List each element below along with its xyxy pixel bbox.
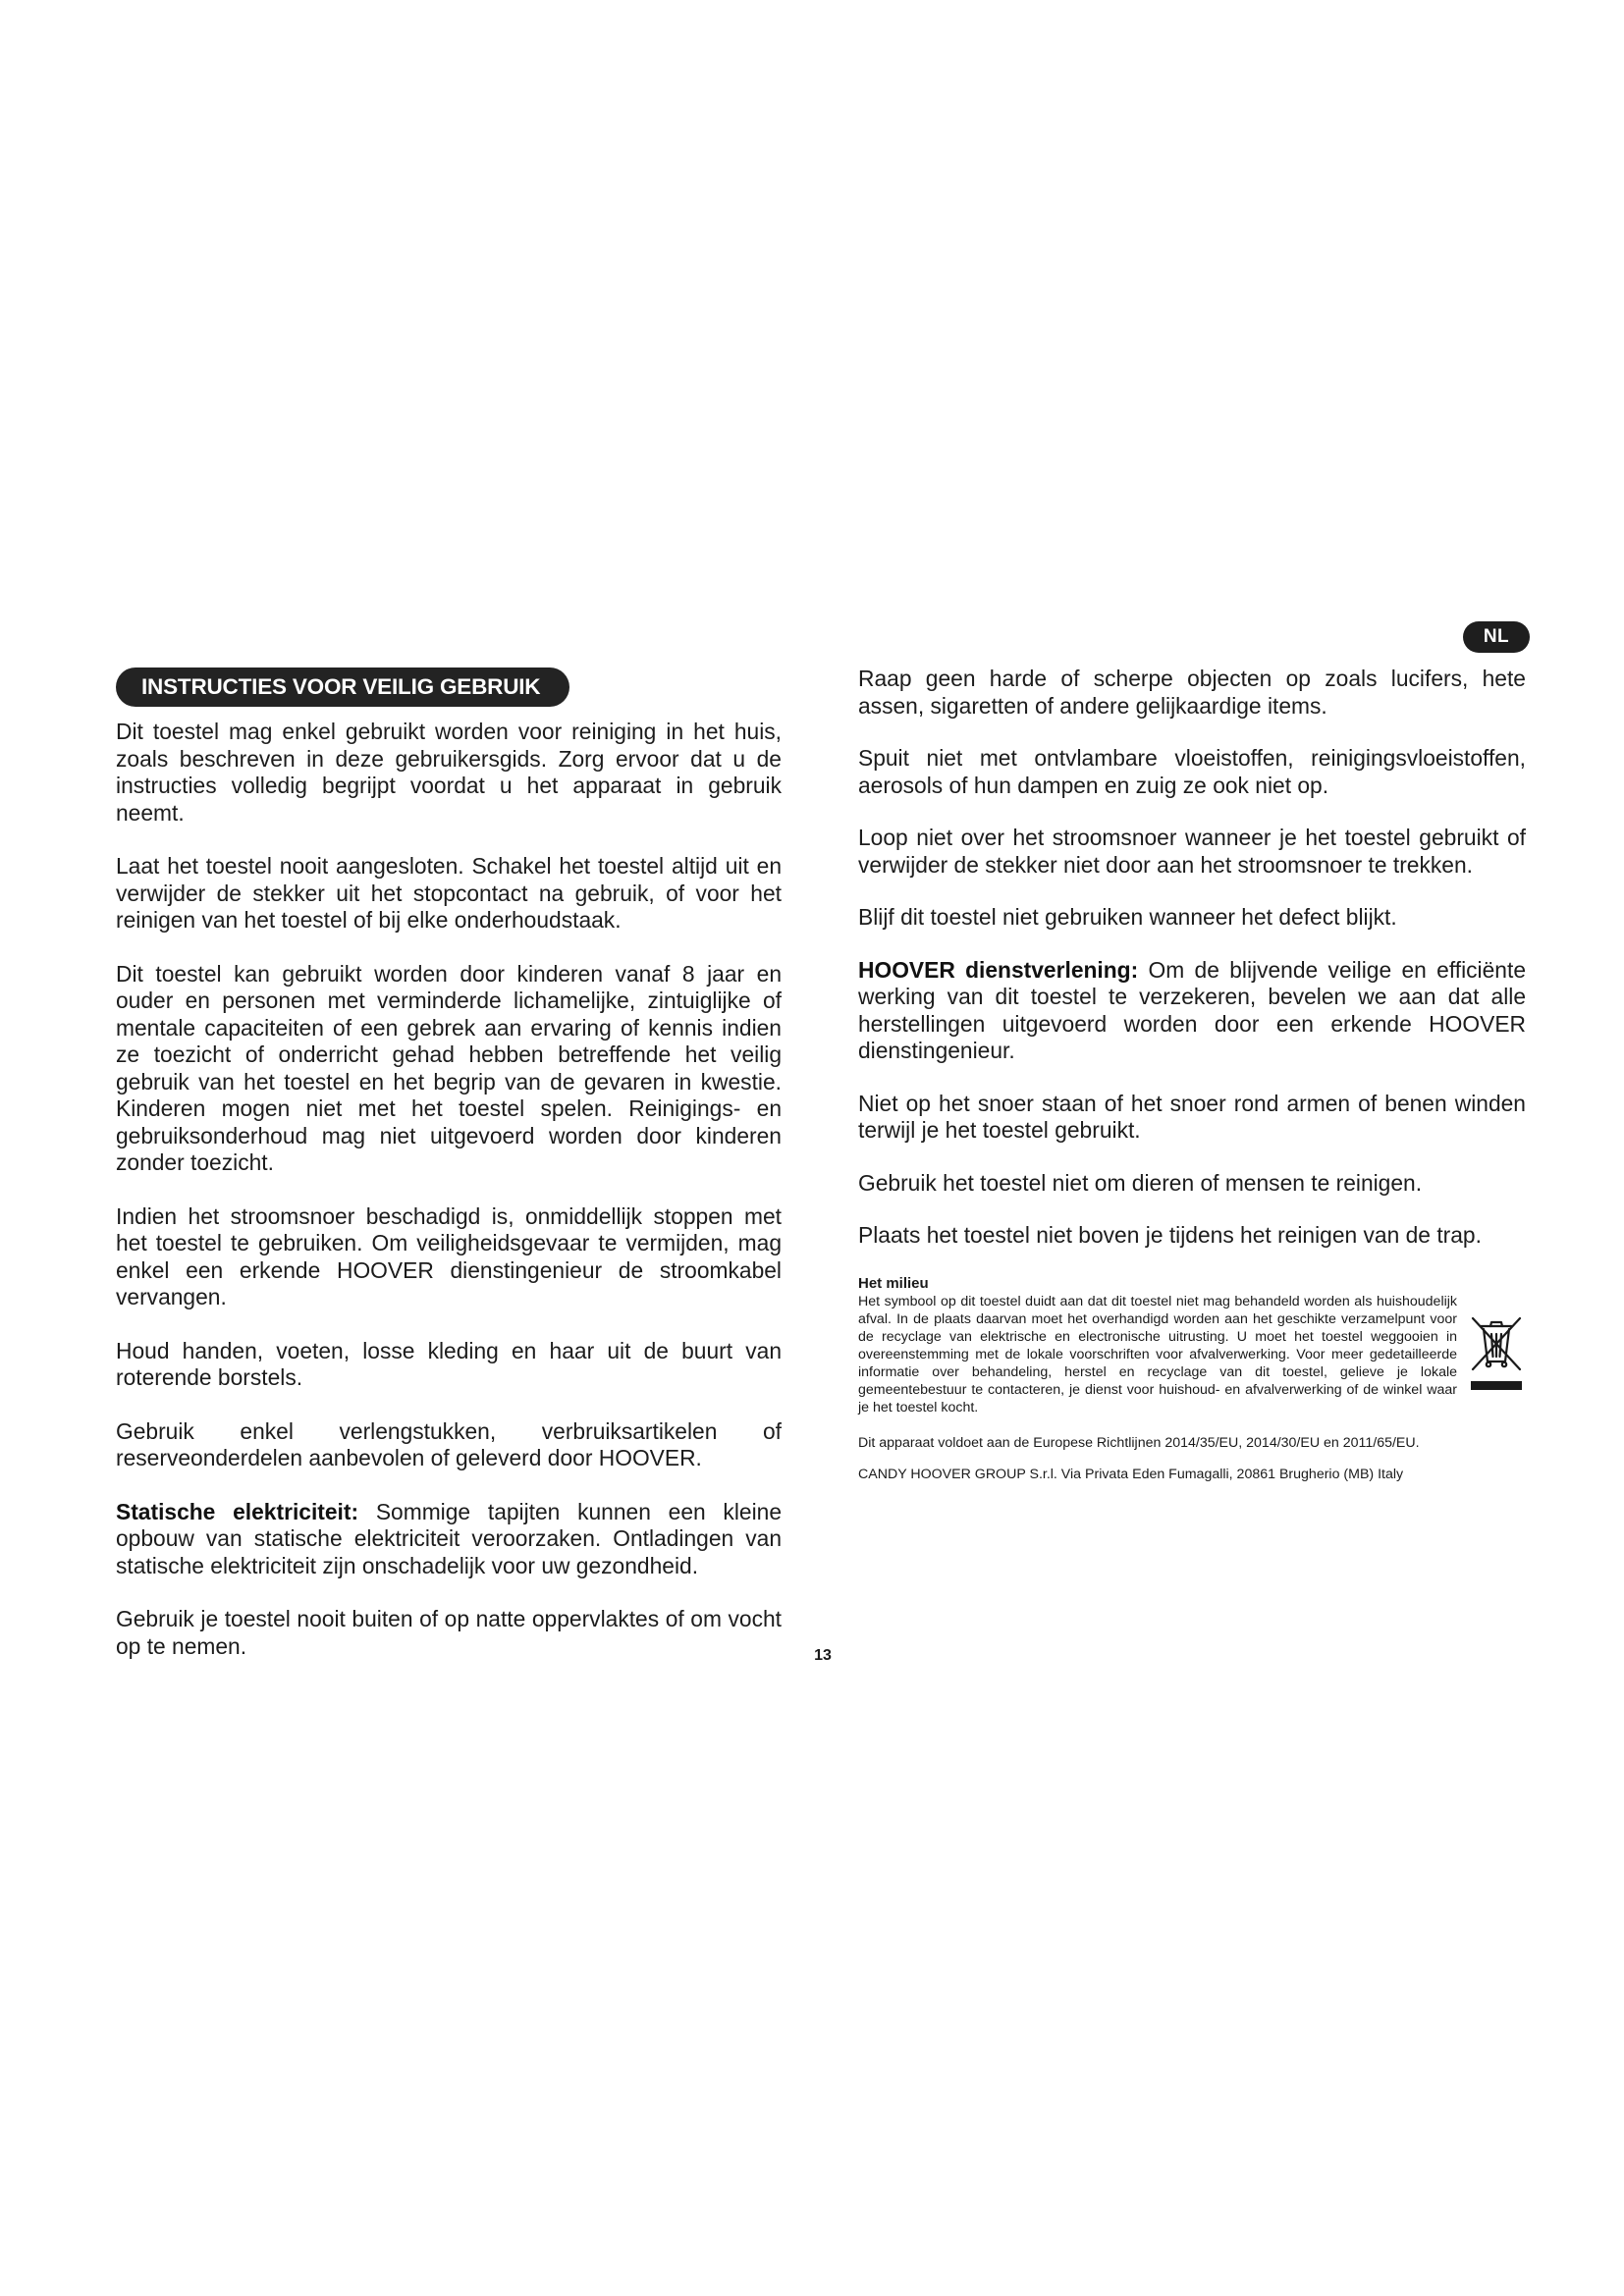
paragraph-text: Dit toestel mag enkel gebruikt worden voor reiniging in het huis, zoals beschreven in deze gebruikersgids. Zorg ervoor dat u de instructies volledig begrijpt voordat u het apparaat in gebruik neemt.: [116, 719, 782, 826]
paragraph: [116, 961, 782, 1177]
company-address: CANDY HOOVER GROUP S.r.l. Via Privata Eden Fumagalli, 20861 Brugherio (MB) Italy: [858, 1466, 1404, 1482]
paragraph-text: Spuit niet met ontvlambare vloeistoffen, reinigingsvloeistoffen, aerosols of hun dampen en zuig ze ook niet op.: [858, 745, 1526, 798]
language-badge: NL: [1463, 621, 1530, 653]
paragraph: [116, 853, 782, 934]
paragraph-text: Dit toestel kan gebruikt worden door kinderen vanaf 8 jaar en ouder en personen met verminderde lichamelijke, zintuiglijke of mentale capaciteiten of een gebrek aan ervaring of kennis indien ze toezicht of onderricht gehad hebben betreffende het veilig gebruik van het toestel en het begrip van de gevaren in kwestie. Kinderen mogen niet met het toestel spelen. Reinigings- en gebruiksonderhoud mag niet uitgevoerd worden door kinderen zonder toezicht.: [116, 960, 782, 1175]
paragraph: [116, 719, 782, 827]
paragraph: [116, 1418, 782, 1472]
paragraph: [116, 1338, 782, 1392]
environment-title: Het milieu: [858, 1274, 929, 1292]
paragraph-text: Loop niet over het stroomsnoer wanneer je het toestel gebruikt of verwijder de stekker niet door aan het stroomsnoer te trekken.: [858, 825, 1526, 878]
paragraph-text: Sommige tapijten kunnen een kleine opbouw van statische elektriciteit veroorzaken. Ontladingen van statische elektriciteit zijn onschadelijk voor uw gezondheid.: [116, 1498, 782, 1578]
paragraph: [116, 1606, 782, 1660]
paragraph-text: Niet op het snoer staan of het snoer rond armen of benen winden terwijl je het toestel gebruikt.: [858, 1090, 1526, 1143]
paragraph-text: Gebruik enkel verlengstukken, verbruiksartikelen of reserveonderdelen aanbevolen of geleverd door HOOVER.: [116, 1417, 782, 1470]
paragraph-text: Houd handen, voeten, losse kleding en haar uit de buurt van roterende borstels.: [116, 1337, 782, 1390]
section-title: INSTRUCTIES VOOR VEILIG GEBRUIK: [116, 667, 569, 707]
environment-row: [858, 1293, 1526, 1416]
page-number: 13: [814, 1647, 832, 1664]
paragraph: [116, 1499, 782, 1580]
paragraph: [858, 666, 1526, 720]
paragraph: [858, 825, 1526, 879]
paragraph-text: Blijf dit toestel niet gebruiken wanneer het defect blijkt.: [858, 904, 1397, 930]
paragraph-text: Gebruik het toestel niet om dieren of mensen te reinigen.: [858, 1169, 1423, 1196]
paragraph-text: Plaats het toestel niet boven je tijdens het reinigen van de trap.: [858, 1222, 1482, 1248]
paragraph-text: Raap geen harde of scherpe objecten op zoals lucifers, hete assen, sigaretten of andere gelijkaardige items.: [858, 666, 1526, 719]
paragraph-text: Om de blijvende veilige en efficiënte werking van dit toestel te verzekeren, bevelen we aan dat alle herstellingen uitgevoerd worden door een erkende HOOVER dienstingenieur.: [858, 956, 1526, 1063]
right-column: [858, 666, 1526, 1483]
weee-crossed-bin-icon: [1467, 1312, 1526, 1397]
paragraph-text: Indien het stroomsnoer beschadigd is, onmiddellijk stoppen met het toestel te gebruiken. Om veiligheidsgevaar te vermijden, mag enkel een erkende HOOVER dienstingenieur de stroomkabel vervangen.: [116, 1202, 782, 1309]
paragraph: [858, 957, 1526, 1065]
paragraph-lead: HOOVER dienstverlening:: [858, 956, 1139, 983]
environment-text: Het symbool op dit toestel duidt aan dat dit toestel niet mag behandeld worden als huishoudelijk afval. In de plaats daarvan moet het overhandigd worden aan het geschikte verzamelpunt voor de recyclage van elektrische en electronische uitrusting. U moet het toestel weggooien in overeenstemming met de lokale voorschriften voor afvalverwerking. Voor meer gedetailleerde informatie over behandeling, herstel en recyclage van dit toestel, gelieve je lokale gemeentebestuur te contacteren, je dienst voor huishoud- en afvalverwerking of de winkel waar je het toestel kocht.: [858, 1293, 1457, 1415]
directives-text: Dit apparaat voldoet aan de Europese Richtlijnen 2014/35/EU, 2014/30/EU en 2011/65/EU.: [858, 1434, 1420, 1451]
paragraph: [858, 904, 1526, 932]
paragraph-text: Gebruik je toestel nooit buiten of op natte oppervlaktes of om vocht op te nemen.: [116, 1606, 782, 1659]
paragraph: [858, 1091, 1526, 1145]
paragraph-text: Laat het toestel nooit aangesloten. Schakel het toestel altijd uit en verwijder de stekker uit het stopcontact na gebruik, of voor het reinigen van het toestel of bij elke onderhoudstaak.: [116, 853, 782, 933]
paragraph: [116, 1203, 782, 1311]
paragraph: [858, 1222, 1526, 1250]
environment-notice: [858, 1275, 1526, 1416]
paragraph-lead: Statische elektriciteit:: [116, 1498, 359, 1524]
paragraph: [858, 1170, 1526, 1198]
paragraph: [858, 745, 1526, 799]
left-column: [116, 667, 782, 1686]
